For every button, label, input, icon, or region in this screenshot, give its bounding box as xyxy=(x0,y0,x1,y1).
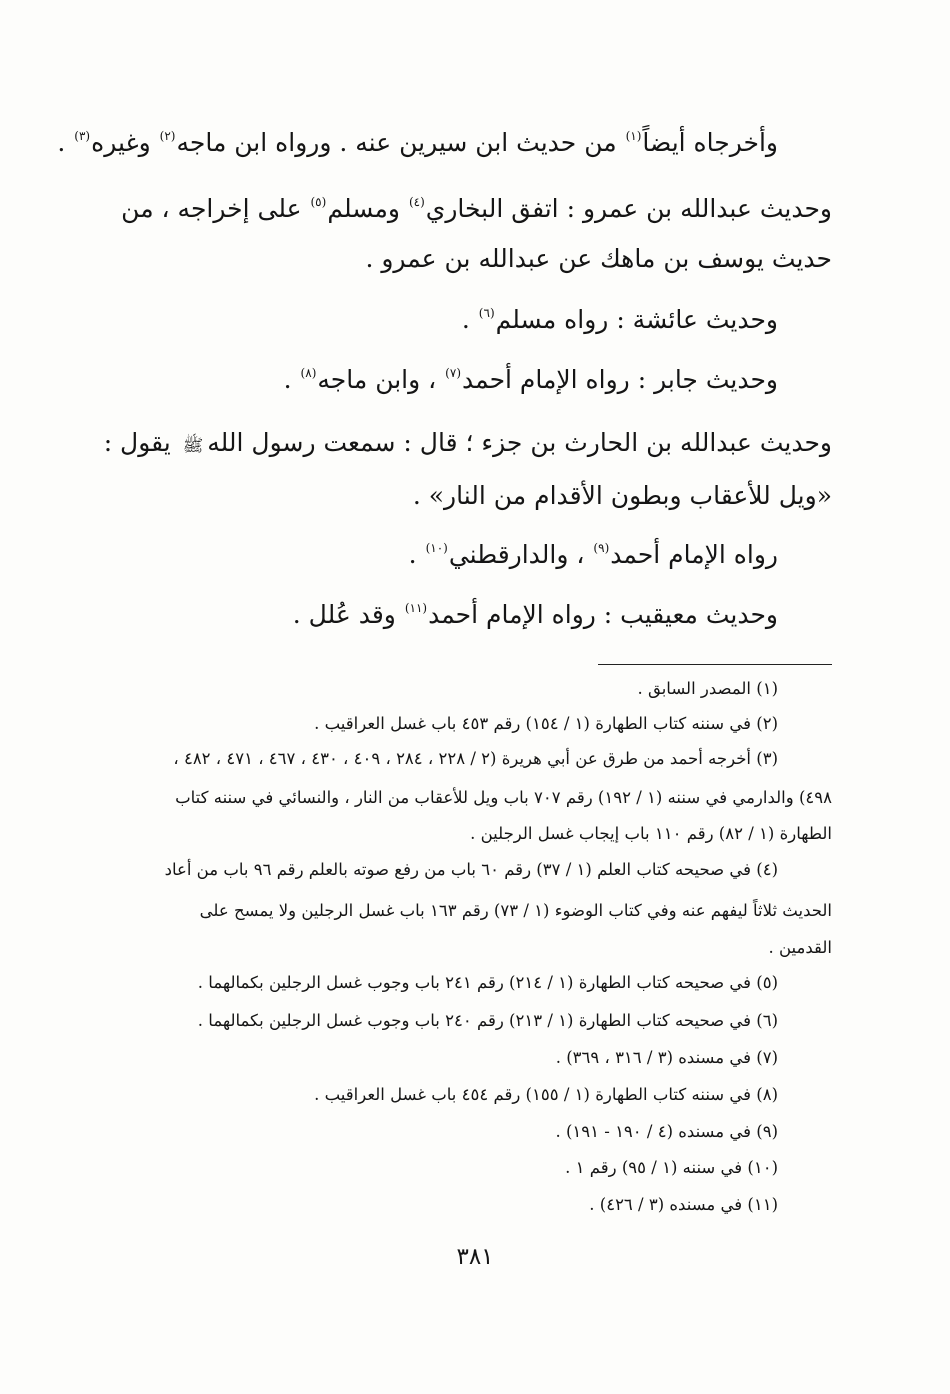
footnote-ref-5[interactable]: (٥) xyxy=(310,195,327,210)
footnote-8: (٨) في سننه كتاب الطهارة (١ / ١٥٥) رقم ٤٥٤ باب غسل العراقيب . xyxy=(314,1085,778,1104)
footnote-10: (١٠) في سننه (١ / ٩٥) رقم ١ . xyxy=(565,1158,778,1177)
footnote-7: (٧) في مسنده (٣ / ٣١٦ ، ٣٦٩) . xyxy=(555,1048,778,1067)
footnote-3-line-2: ٤٩٨) والدارمي في سننه (١ / ١٩٢) رقم ٧٠٧ باب ويل للأعقاب من النار ، والنسائي في سننه كتاب xyxy=(175,788,832,807)
footnote-11: (١١) في مسنده (٣ / ٤٢٦) . xyxy=(589,1195,778,1214)
salawat-glyph: ﷺ xyxy=(182,436,204,456)
footnote-ref-1[interactable]: (١) xyxy=(625,129,642,144)
page-number: ٣٨١ xyxy=(456,1244,494,1270)
footnote-ref-4[interactable]: (٤) xyxy=(408,195,425,210)
body-line-2: وحديث عبدالله بن عمرو : اتفق البخاري$^{(٤)}$ ومسلم$^{(٥)}$ على إخراجه ، من xyxy=(121,194,832,223)
footnote-9: (٩) في مسنده (٤ / ١٩٠ - ١٩١) . xyxy=(555,1122,778,1141)
footnote-ref-11[interactable]: (١١) xyxy=(404,601,428,616)
footnote-ref-8[interactable]: (٨) xyxy=(300,366,317,381)
body-line-8: رواه الإمام أحمد$^{(٩)}$ ، والدارقطني$^{(١٠)}$ . xyxy=(408,540,778,569)
footnote-1: (١) المصدر السابق . xyxy=(637,679,778,698)
body-line-1: وأخرجاه أيضاً$^{(١)}$ من حديث ابن سيرين عنه . ورواه ابن ماجه$^{(٢)}$ وغيره$^{(٣)}$ . xyxy=(57,128,778,157)
body-line-9: وحديث معيقيب : رواه الإمام أحمد$^{(١١)}$ وقد عُلل . xyxy=(292,600,778,629)
footnote-separator xyxy=(598,664,832,665)
footnote-ref-6[interactable]: (٦) xyxy=(478,306,495,321)
footnote-3-line-3: الطهارة (١ / ٨٢) رقم ١١٠ باب إيجاب غسل الرجلين . xyxy=(470,824,832,843)
footnote-ref-2[interactable]: (٢) xyxy=(159,129,176,144)
footnote-4-line-3: القدمين . xyxy=(768,938,832,957)
footnote-5: (٥) في صحيحه كتاب الطهارة (١ / ٢١٤) رقم ٢٤١ باب وجوب غسل الرجلين بكمالهما . xyxy=(197,973,778,992)
body-line-3: حديث يوسف بن ماهك عن عبدالله بن عمرو . xyxy=(365,244,832,273)
footnote-4-line-1: (٤) في صحيحه كتاب العلم (١ / ٣٧) رقم ٦٠ باب من رفع صوته بالعلم رقم ٩٦ باب من أعاد xyxy=(164,860,778,879)
body-line-4: وحديث عائشة : رواه مسلم$^{(٦)}$ . xyxy=(461,305,778,334)
footnote-6: (٦) في صحيحه كتاب الطهارة (١ / ٢١٣) رقم ٢٤٠ باب وجوب غسل الرجلين بكمالهما . xyxy=(197,1011,778,1030)
footnote-ref-9[interactable]: (٩) xyxy=(593,541,610,556)
body-line-6: وحديث عبدالله بن الحارث بن جزء ؛ قال : سمعت رسول اللهﷺ يقول : xyxy=(103,428,832,457)
footnote-2: (٢) في سننه كتاب الطهارة (١ / ١٥٤) رقم ٤٥٣ باب غسل العراقيب . xyxy=(314,714,778,733)
footnote-ref-10[interactable]: (١٠) xyxy=(425,541,448,556)
footnote-ref-3[interactable]: (٣) xyxy=(74,129,91,144)
footnote-ref-7[interactable]: (٧) xyxy=(445,366,461,381)
footnote-4-line-2: الحديث ثلاثاً ليفهم عنه وفي كتاب الوضوء (١ / ٧٣) رقم ١٦٣ باب غسل الرجلين ولا يمسح على xyxy=(199,901,832,920)
body-line-5: وحديث جابر : رواه الإمام أحمد$^{(٧)}$ ، وابن ماجه$^{(٨)}$ . xyxy=(283,365,778,394)
footnote-3-line-1: (٣) أخرجه أحمد من طرق عن أبي هريرة (٢ / ٢٢٨ ، ٢٨٤ ، ٤٠٩ ، ٤٣٠ ، ٤٦٧ ، ٤٧١ ، ٤٨٢ ، xyxy=(173,749,778,768)
body-line-7: «ويل للأعقاب وبطون الأقدام من النار» . xyxy=(412,481,832,510)
